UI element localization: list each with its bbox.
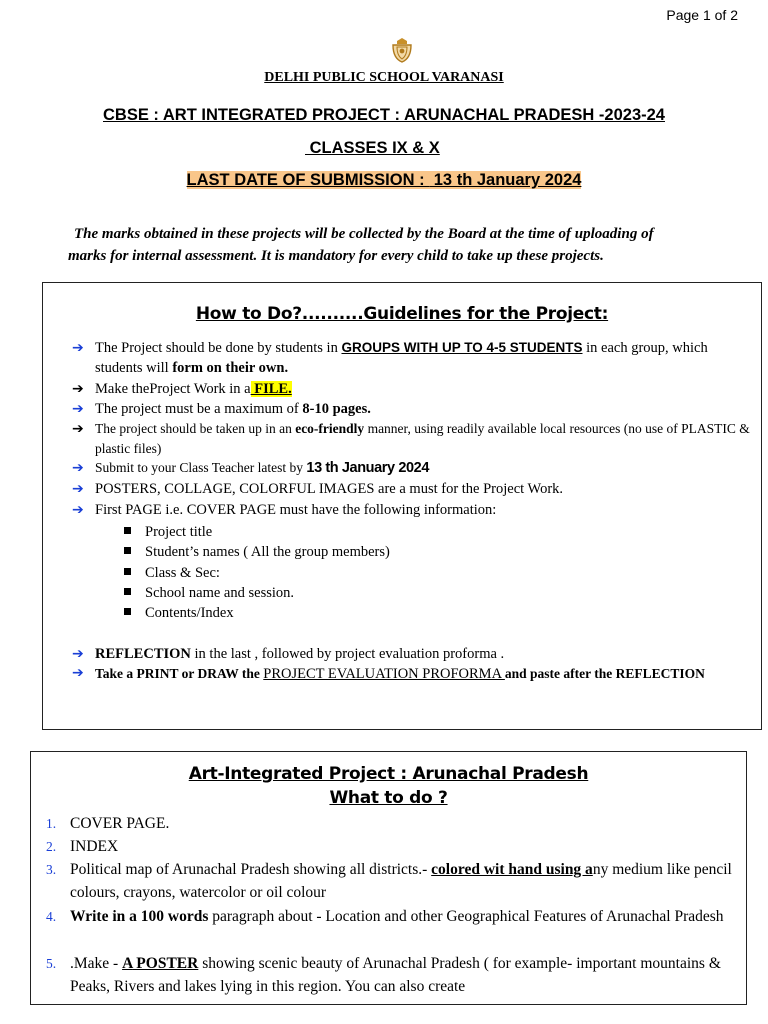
guideline-text: The Project should be done by students in: [95, 340, 342, 356]
item-text: showing scenic beauty of Arunachal Pradesh ( for example- important mountains & Peaks, Rivers and lakes lying in this region. You can also create: [70, 955, 721, 995]
square-bullet-icon: [124, 547, 131, 554]
item-number: 3.: [46, 862, 57, 877]
item-emphasis: A: [122, 955, 133, 972]
arrow-icon: ➔: [72, 401, 84, 417]
square-bullet-icon: [124, 568, 131, 575]
guideline-emphasis: 13 th January 2024: [306, 460, 429, 476]
item-number: 1.: [46, 816, 57, 831]
art-project-heading: [30, 762, 747, 810]
guideline-text: The project must be a maximum of: [95, 401, 303, 417]
task-item: [46, 952, 736, 998]
cover-sub-item: [124, 563, 220, 583]
item-text: COVER PAGE.: [70, 815, 170, 832]
page-number: Page 1 of 2: [666, 7, 738, 23]
guideline-cover: [72, 500, 757, 520]
arrow-icon: ➔: [72, 646, 84, 662]
guideline-text: manner, using readily available local resources (no use of PLASTIC & plastic files): [95, 421, 750, 456]
task-item: [46, 905, 736, 928]
cover-sub-item: [124, 542, 390, 562]
guideline-emphasis: GROUPS WITH UP TO 4-5 STUDENTS: [341, 340, 583, 355]
task-item: [46, 835, 736, 858]
item-text: paragraph about - Location and other Geographical Features of Arunachal Pradesh: [208, 908, 724, 925]
last-date-banner: [0, 171, 768, 190]
guideline-emphasis: FILE.: [250, 381, 292, 397]
sub-item-text: Contents/Index: [145, 605, 234, 621]
sub-item-text: Student’s names ( All the group members): [145, 544, 390, 560]
guidelines-heading: How to Do?..........Guidelines for the Project:: [195, 304, 609, 324]
guideline-emphasis: 8-10 pages.: [302, 401, 371, 417]
square-bullet-icon: [124, 608, 131, 615]
guideline-emphasis: eco-friendly: [295, 421, 365, 436]
sub-item-text: Project title: [145, 524, 213, 540]
item-number: 4.: [46, 909, 57, 924]
arrow-icon: ➔: [72, 502, 84, 518]
sub-item-text: School name and session.: [145, 585, 295, 601]
item-emphasis: POSTER: [132, 955, 199, 972]
item-text: Political map of Arunachal Pradesh showing all districts.-: [70, 861, 432, 878]
guideline-text: First PAGE i.e. COVER PAGE must have the following information:: [95, 502, 497, 518]
arrow-icon: ➔: [72, 340, 84, 356]
item-number: 5.: [46, 956, 57, 971]
cover-sub-item: [124, 522, 212, 542]
square-bullet-icon: [124, 527, 131, 534]
item-emphasis: colored wit hand using a: [431, 861, 593, 878]
arrow-icon: ➔: [72, 421, 84, 437]
what-to-do-title: What to do ?: [329, 788, 448, 808]
arrow-icon: ➔: [72, 381, 84, 397]
guideline-emphasis: REFLECTION: [95, 646, 191, 662]
classes-label: CLASSES IX & X: [305, 139, 440, 157]
arrow-icon: ➔: [72, 460, 84, 476]
intro-line-1: The marks obtained in these projects will be collected by the Board at the time of uploading of: [74, 226, 654, 242]
last-date-value: 13 th January 2024: [429, 171, 582, 189]
guideline-submit: [72, 458, 757, 478]
guideline-reflection: [72, 644, 757, 664]
school-crest-icon: [388, 36, 416, 64]
last-date-label: LAST DATE OF SUBMISSION :: [186, 171, 430, 189]
sub-item-text: Class & Sec:: [145, 565, 220, 581]
item-text: .Make -: [70, 955, 123, 972]
item-number: 2.: [46, 839, 57, 854]
guideline-groups: [72, 338, 757, 378]
guideline-emphasis: form on their own.: [172, 360, 289, 376]
guideline-text: Take a PRINT or DRAW the: [95, 666, 264, 681]
guideline-text: in each group, which students will: [95, 340, 708, 376]
task-item: [46, 812, 736, 835]
project-title: CBSE : ART INTEGRATED PROJECT : ARUNACHAL PRADESH -2023-24: [103, 106, 665, 124]
arrow-icon: ➔: [72, 481, 84, 497]
guideline-text: in the last , followed by project evaluation proforma .: [190, 646, 505, 662]
school-name: DELHI PUBLIC SCHOOL VARANASI: [264, 70, 504, 85]
guideline-file: [72, 379, 757, 399]
cover-sub-item: [124, 583, 294, 603]
guideline-posters: [72, 479, 757, 499]
guideline-text: The project should be taken up in an: [95, 421, 296, 436]
guideline-eco: [72, 419, 757, 459]
square-bullet-icon: [124, 588, 131, 595]
intro-paragraph: [68, 223, 728, 267]
art-project-title: Art-Integrated Project : Arunachal Pradesh: [188, 764, 589, 784]
intro-line-2: marks for internal assessment. It is mandatory for every child to take up these projects.: [68, 248, 604, 264]
arrow-icon: ➔: [72, 665, 84, 681]
guideline-text: POSTERS, COLLAGE, COLORFUL IMAGES are a must for the Project Work.: [95, 481, 564, 497]
task-item: [46, 858, 736, 904]
guideline-proforma: [72, 664, 757, 684]
guideline-emphasis: PROJECT EVALUATION PROFORMA: [263, 666, 505, 682]
item-text: ny medium like pencil colours, crayons, watercolor or oil colour: [70, 861, 732, 901]
guideline-text: Make theProject Work in a: [95, 381, 251, 397]
guideline-text: Submit to your Class Teacher latest by: [95, 460, 307, 475]
guideline-pages: [72, 399, 757, 419]
cover-sub-item: [124, 603, 234, 623]
item-text: INDEX: [70, 838, 119, 855]
guideline-text: and paste after the REFLECTION: [504, 666, 705, 681]
item-emphasis: Write in a 100 words: [70, 908, 209, 925]
